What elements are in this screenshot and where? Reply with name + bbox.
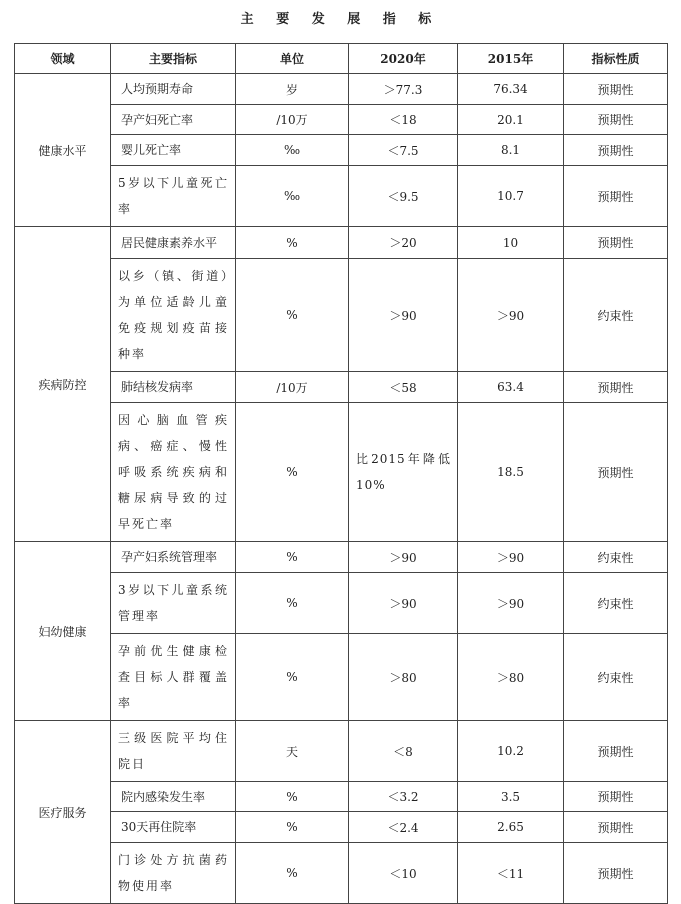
value-2015-cell: ＞90: [458, 259, 564, 372]
indicator-table: [14, 43, 668, 904]
indicator-cell: 孕产妇系统管理率: [111, 542, 236, 573]
value-2020-cell: ＜2.4: [349, 812, 458, 843]
table-row: [15, 105, 668, 135]
header-indicator: 主要指标: [111, 44, 236, 74]
indicator-cell: 孕前优生健康检查目标人群覆盖率: [111, 634, 236, 721]
table-row: [15, 403, 668, 542]
indicator-cell: 30天再住院率: [111, 812, 236, 843]
nature-cell: 预期性: [564, 721, 668, 782]
nature-cell: 预期性: [564, 105, 668, 135]
value-2020-cell: ＞20: [349, 227, 458, 259]
indicator-cell: 婴儿死亡率: [111, 135, 236, 166]
unit-cell: /10万: [236, 105, 349, 135]
header-unit: 单位: [236, 44, 349, 74]
unit-cell: %: [236, 542, 349, 573]
value-2020-cell: ＞90: [349, 542, 458, 573]
table-row: [15, 135, 668, 166]
table-row: [15, 721, 668, 782]
unit-cell: %: [236, 573, 349, 634]
table-row: [15, 372, 668, 403]
unit-cell: %: [236, 259, 349, 372]
value-2015-cell: 76.34: [458, 74, 564, 105]
table-row: [15, 812, 668, 843]
nature-cell: 预期性: [564, 372, 668, 403]
value-2015-cell: 10: [458, 227, 564, 259]
table-row: [15, 227, 668, 259]
table-row: [15, 843, 668, 904]
indicator-cell: 肺结核发病率: [111, 372, 236, 403]
unit-cell: %: [236, 634, 349, 721]
value-2015-cell: 18.5: [458, 403, 564, 542]
indicator-cell: 因心脑血管疾病、癌症、慢性呼吸系统疾病和糖尿病导致的过早死亡率: [111, 403, 236, 542]
nature-cell: 约束性: [564, 542, 668, 573]
value-2015-cell: 8.1: [458, 135, 564, 166]
indicator-cell: 门诊处方抗菌药物使用率: [111, 843, 236, 904]
domain-cell: 医疗服务: [15, 721, 111, 904]
indicator-cell: 人均预期寿命: [111, 74, 236, 105]
table-row: [15, 259, 668, 372]
nature-cell: 预期性: [564, 782, 668, 812]
header-2015: 2015年: [458, 44, 564, 74]
unit-cell: %: [236, 403, 349, 542]
table-row: [15, 166, 668, 227]
header-nature: 指标性质: [564, 44, 668, 74]
nature-cell: 预期性: [564, 227, 668, 259]
value-2020-cell: ＜7.5: [349, 135, 458, 166]
value-2020-cell: ＜10: [349, 843, 458, 904]
unit-cell: %: [236, 812, 349, 843]
nature-cell: 约束性: [564, 573, 668, 634]
unit-cell: 岁: [236, 74, 349, 105]
unit-cell: 天: [236, 721, 349, 782]
header-row: [15, 44, 668, 74]
unit-cell: %: [236, 843, 349, 904]
value-2015-cell: 10.2: [458, 721, 564, 782]
value-2020-cell: ＞80: [349, 634, 458, 721]
value-2020-cell: ＜58: [349, 372, 458, 403]
value-2015-cell: ＞80: [458, 634, 564, 721]
value-2015-cell: 2.65: [458, 812, 564, 843]
nature-cell: 预期性: [564, 843, 668, 904]
value-2020-cell: ＜3.2: [349, 782, 458, 812]
indicator-cell: 孕产妇死亡率: [111, 105, 236, 135]
unit-cell: %: [236, 782, 349, 812]
unit-cell: /10万: [236, 372, 349, 403]
value-2015-cell: ＞90: [458, 542, 564, 573]
domain-cell: 疾病防控: [15, 227, 111, 542]
value-2020-cell: ＞90: [349, 259, 458, 372]
unit-cell: ‰: [236, 166, 349, 227]
nature-cell: 预期性: [564, 166, 668, 227]
indicator-cell: 居民健康素养水平: [111, 227, 236, 259]
nature-cell: 约束性: [564, 634, 668, 721]
value-2015-cell: 20.1: [458, 105, 564, 135]
header-2020: 2020年: [349, 44, 458, 74]
value-2015-cell: 10.7: [458, 166, 564, 227]
value-2015-cell: 63.4: [458, 372, 564, 403]
nature-cell: 预期性: [564, 403, 668, 542]
indicator-cell: 以乡（镇、街道）为单位适龄儿童免疫规划疫苗接种率: [111, 259, 236, 372]
table-row: [15, 573, 668, 634]
unit-cell: %: [236, 227, 349, 259]
indicator-cell: 院内感染发生率: [111, 782, 236, 812]
header-domain: 领域: [15, 44, 111, 74]
value-2015-cell: ＜11: [458, 843, 564, 904]
table-row: [15, 542, 668, 573]
nature-cell: 预期性: [564, 812, 668, 843]
value-2020-cell: ＞90: [349, 573, 458, 634]
indicator-cell: 5岁以下儿童死亡率: [111, 166, 236, 227]
table-row: [15, 74, 668, 105]
value-2020-cell: ＜9.5: [349, 166, 458, 227]
value-2015-cell: ＞90: [458, 573, 564, 634]
indicator-cell: 3岁以下儿童系统管理率: [111, 573, 236, 634]
value-2020-cell: ＜8: [349, 721, 458, 782]
nature-cell: 预期性: [564, 135, 668, 166]
value-2020-cell: ＞77.3: [349, 74, 458, 105]
indicator-cell: 三级医院平均住院日: [111, 721, 236, 782]
value-2020-cell: 比2015年降低10%: [349, 403, 458, 542]
unit-cell: ‰: [236, 135, 349, 166]
value-2020-cell: ＜18: [349, 105, 458, 135]
table-row: [15, 782, 668, 812]
domain-cell: 健康水平: [15, 74, 111, 227]
domain-cell: 妇幼健康: [15, 542, 111, 721]
nature-cell: 约束性: [564, 259, 668, 372]
value-2015-cell: 3.5: [458, 782, 564, 812]
table-title: 主 要 发 展 指 标: [240, 12, 441, 27]
table-row: [15, 634, 668, 721]
nature-cell: 预期性: [564, 74, 668, 105]
